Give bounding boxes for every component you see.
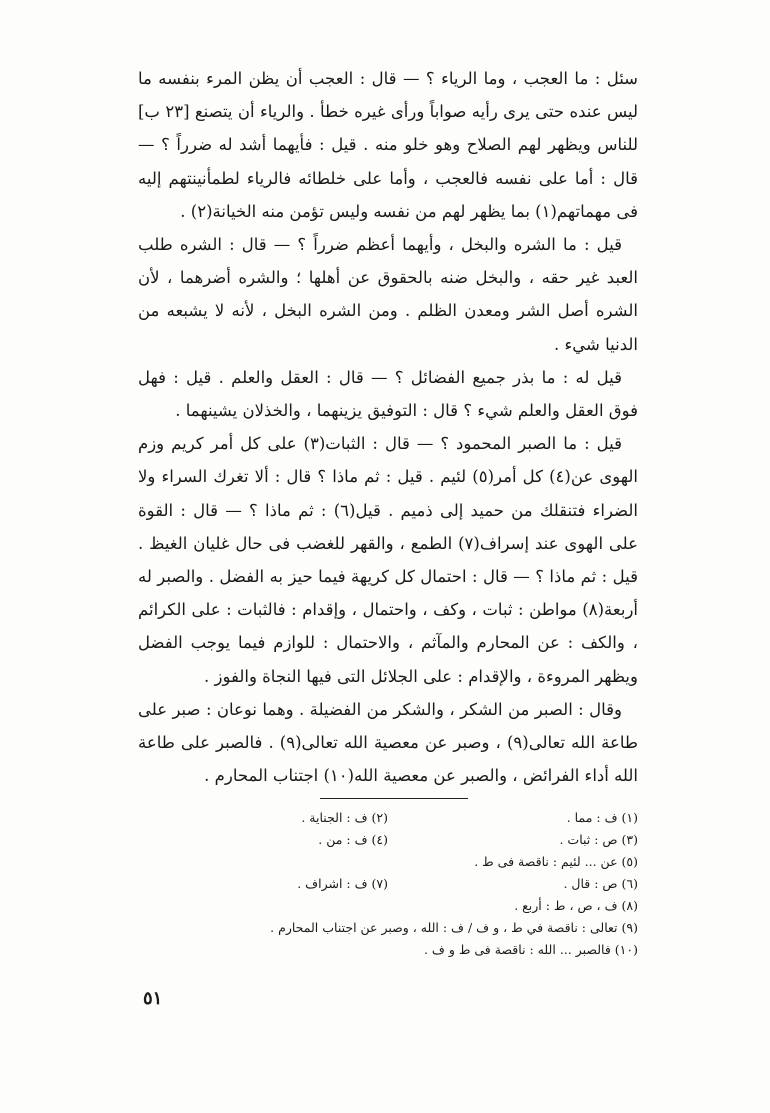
footnote-row <box>138 807 638 829</box>
footnote-1: (١) ف : مما . <box>566 810 638 826</box>
footnote-2: (٢) ف : الجناية . <box>301 810 388 826</box>
footnotes <box>138 807 638 961</box>
footnote-8: (٨) ف ، ص ، ط : أربع . <box>514 898 638 914</box>
paragraph-2: قيل : ما الشره والبخل ، وأيهما أعظم ضرراً ؟ — قال : الشره طلب العبد غير حقه ، والبخل ضنه بالحقوق عن أهلها ؛ والشره أضرهما ، لأن الشره أصل الشر ومعدن الظلم . ومن الشره البخل ، لأنه لا يشبعه من الدنيا شيء . <box>138 235 638 354</box>
footnote-5: (٥) عن ... لئيم : ناقصة فى ط . <box>474 854 638 870</box>
paragraph-4: قيل : ما الصبر المحمود ؟ — قال : الثبات(٣) على كل أمر كريم وزم الهوى عن(٤) كل أمر(٥) لئيم . قيل : ثم ماذا ؟ قال : ألا تغرك السراء ولا الضراء فتنقلك من حميد إلى ذميم . قيل(٦) : ثم ماذا ؟ — قال : القوة على الهوى عند إسراف(٧) الطمع ، والقهر للغضب فى حال غليان الغيظ . قيل : ثم ماذا ؟ — قال : احتمال كل كريهة فيما حيز به الفضل . والصبر له أربعة(٨) مواطن : ثبات ، وكف ، واحتمال ، وإقدام : فالثبات : على الكرائم ، والكف : عن المحارم والمآثم ، والاحتمال : للوازم فيما يوجب الفضل ويظهر المروءة ، والإقدام : على الجلائل التى فيها النجاة والفوز . <box>138 434 638 686</box>
footnote-4: (٤) ف : من . <box>318 832 388 848</box>
footnote-row <box>138 895 638 917</box>
page-number: ٥١ <box>143 988 163 1009</box>
footnote-7: (٧) ف : اشراف . <box>297 876 388 892</box>
footnote-6: (٦) ص : قال . <box>563 876 638 892</box>
footnote-10: (١٠) فالصبر ... الله : ناقصة فى ط و ف . <box>423 942 638 958</box>
paragraph-5: وقال : الصبر من الشكر ، والشكر من الفضيلة . وهما نوعان : صبر على طاعة الله تعالى(٩) ، وصبر عن معصية الله تعالى(٩) . فالصبر على طاعة الله أداء الفرائض ، والصبر عن معصية الله(١٠) اجتناب المحارم . <box>138 699 638 786</box>
footnote-row <box>138 829 638 851</box>
footnote-row <box>138 939 638 961</box>
footnote-9: (٩) تعالى : ناقصة في ط ، و ف / ف : الله ، وصبر عن اجتناب المحارم . <box>270 920 638 936</box>
paragraph-3: قيل له : ما بذر جميع الفضائل ؟ — قال : العقل والعلم . قيل : فهل فوق العقل والعلم شيء ؟ قال : التوفيق يزينهما ، والخذلان يشينهما . <box>138 367 638 421</box>
main-text <box>138 62 638 792</box>
footnote-row <box>138 851 638 873</box>
footnote-separator <box>320 798 468 799</box>
paragraph-1: سئل : ما العجب ، وما الرياء ؟ — قال : العجب أن يظن المرء بنفسه ما ليس عنده حتى يرى رأيه صواباً ورأى غيره خطأ . والرياء أن يتصنع [٢٣ ب] للناس ويظهر لهم الصلاح وهو خلو منه . قيل : فأيهما أشد له ضرراً ؟ — قال : أما على نفسه فالعجب ، وأما على خلطائه فالرياء لطمأنينتهم إليه فى مهماتهم(١) بما يظهر لهم من نفسه وليس تؤمن منه الخيانة(٢) . <box>138 69 638 221</box>
footnote-row <box>138 873 638 895</box>
page <box>138 62 638 961</box>
footnote-3: (٣) ص : ثبات . <box>559 832 638 848</box>
footnote-row <box>138 917 638 939</box>
